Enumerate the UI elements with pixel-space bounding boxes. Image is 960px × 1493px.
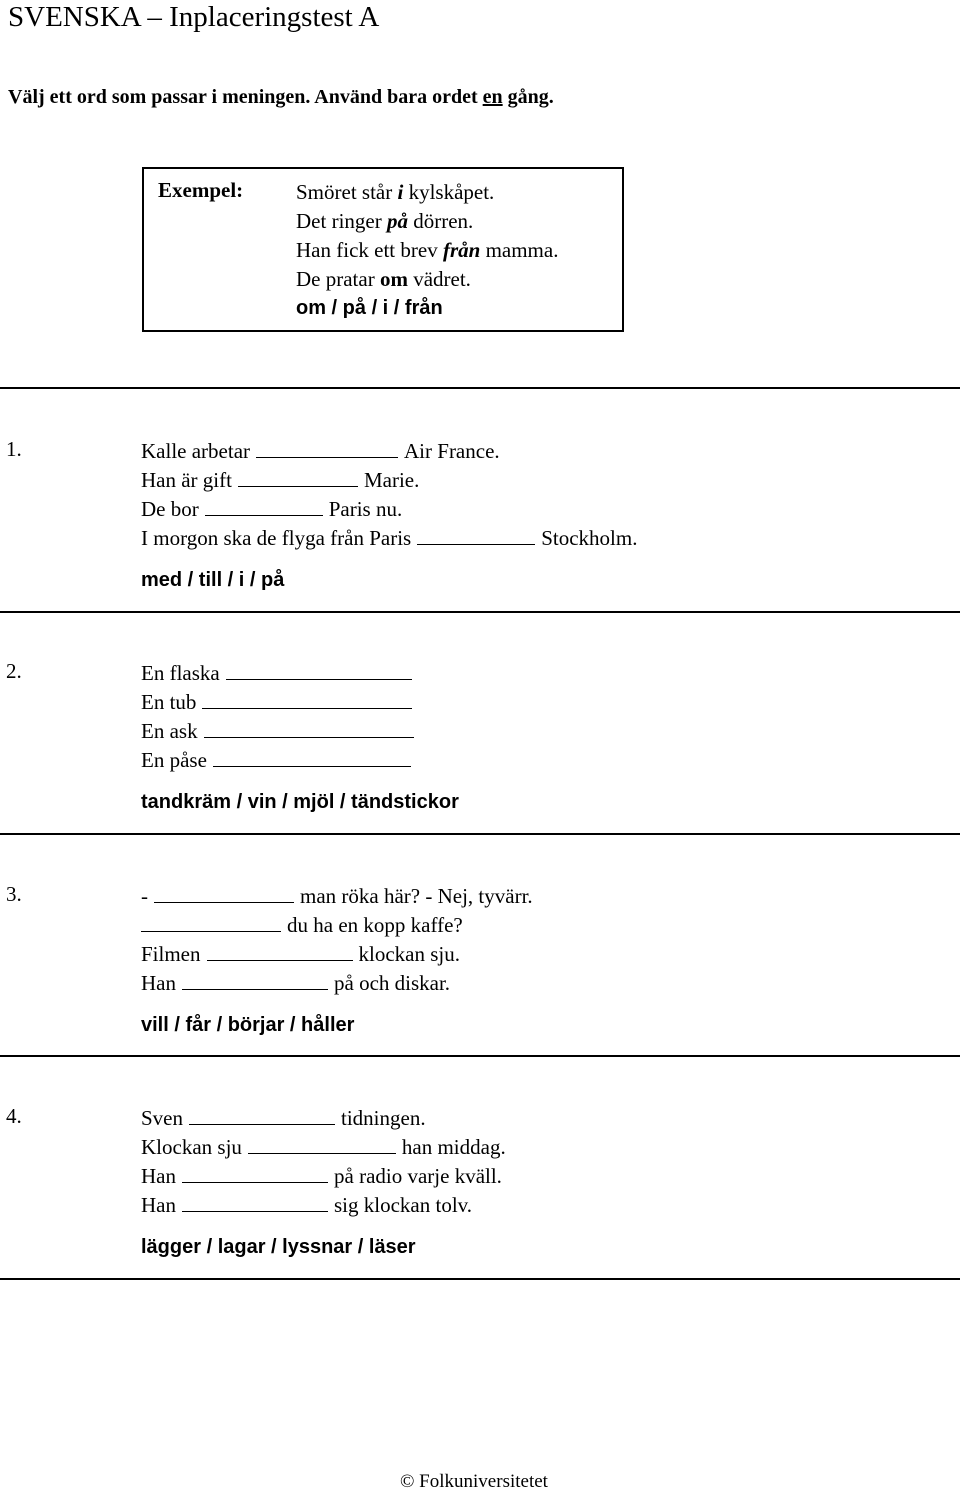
exercise-1-lines bbox=[141, 437, 637, 553]
word-choices: tandkräm / vin / mjöl / tändstickor bbox=[141, 791, 459, 813]
word-choices: med / till / i / på bbox=[141, 569, 285, 591]
answer-blank[interactable] bbox=[248, 1135, 396, 1154]
instruction-text-2: gång. bbox=[502, 86, 554, 108]
exercise-line: Han är gift Marie. bbox=[141, 468, 420, 492]
answer-blank[interactable] bbox=[213, 748, 411, 767]
footer-copyright: © Folkuniversitetet bbox=[400, 1471, 548, 1492]
answer-blank[interactable] bbox=[256, 439, 398, 458]
word-choices: vill / får / börjar / håller bbox=[141, 1014, 355, 1036]
answer-blank[interactable] bbox=[182, 971, 328, 990]
exercise-line: Filmen klockan sju. bbox=[141, 942, 460, 966]
answer-blank[interactable] bbox=[238, 468, 358, 487]
exercise-2-lines bbox=[141, 659, 420, 775]
exercise-line: Han på radio varje kväll. bbox=[141, 1164, 502, 1188]
exercise-line: En tub bbox=[141, 688, 420, 717]
exercise-number: 1. bbox=[6, 437, 22, 461]
divider bbox=[0, 611, 960, 613]
divider bbox=[0, 387, 960, 389]
answer-blank[interactable] bbox=[204, 719, 414, 738]
exercise-line: Han sig klockan tolv. bbox=[141, 1193, 473, 1217]
exercise-number: 3. bbox=[6, 882, 22, 906]
exercise-line: En påse bbox=[141, 746, 420, 775]
example-label: Exempel: bbox=[158, 178, 244, 202]
answer-blank[interactable] bbox=[202, 690, 412, 709]
example-line: De pratar om vädret. bbox=[296, 267, 471, 291]
example-lines bbox=[296, 178, 558, 323]
answer-blank[interactable] bbox=[417, 526, 535, 545]
exercise-line: Klockan sju han middag. bbox=[141, 1135, 506, 1159]
example-choices: om / på / i / från bbox=[296, 297, 443, 319]
answer-blank[interactable] bbox=[154, 884, 294, 903]
exercise-line: En flaska bbox=[141, 659, 420, 688]
answer-blank[interactable] bbox=[189, 1106, 335, 1125]
answer-blank[interactable] bbox=[226, 661, 412, 680]
instruction-text-1: Välj ett ord som passar i meningen. Använd bara ordet bbox=[8, 86, 483, 108]
exercise-line: - man röka här? - Nej, tyvärr. bbox=[141, 884, 533, 908]
exercise-line: Han på och diskar. bbox=[141, 971, 451, 995]
exercise-number: 4. bbox=[6, 1104, 22, 1128]
example-line: Det ringer på dörren. bbox=[296, 209, 474, 233]
exercise-number: 2. bbox=[6, 659, 22, 683]
answer-blank[interactable] bbox=[207, 942, 353, 961]
divider bbox=[0, 1055, 960, 1057]
answer-blank[interactable] bbox=[182, 1164, 328, 1183]
divider bbox=[0, 833, 960, 835]
page-title: SVENSKA – Inplaceringstest A bbox=[8, 1, 380, 33]
exercise-4-lines bbox=[141, 1104, 506, 1220]
answer-blank[interactable] bbox=[141, 913, 281, 932]
exercise-line: Sven tidningen. bbox=[141, 1106, 426, 1130]
example-line: Smöret står i kylskåpet. bbox=[296, 180, 495, 204]
divider bbox=[0, 1278, 960, 1280]
exercise-line: Kalle arbetar Air France. bbox=[141, 439, 500, 463]
instruction-underlined: en bbox=[482, 86, 503, 108]
exercise-line: En ask bbox=[141, 717, 420, 746]
exercise-3-lines bbox=[141, 882, 533, 998]
example-line: Han fick ett brev från mamma. bbox=[296, 238, 559, 262]
exercise-line: I morgon ska de flyga från Paris Stockholm. bbox=[141, 526, 638, 550]
word-choices: lägger / lagar / lyssnar / läser bbox=[141, 1236, 416, 1258]
instruction bbox=[8, 86, 554, 109]
answer-blank[interactable] bbox=[182, 1193, 328, 1212]
answer-blank[interactable] bbox=[205, 497, 323, 516]
exercise-line: du ha en kopp kaffe? bbox=[141, 911, 533, 940]
exercise-line: De bor Paris nu. bbox=[141, 497, 403, 521]
